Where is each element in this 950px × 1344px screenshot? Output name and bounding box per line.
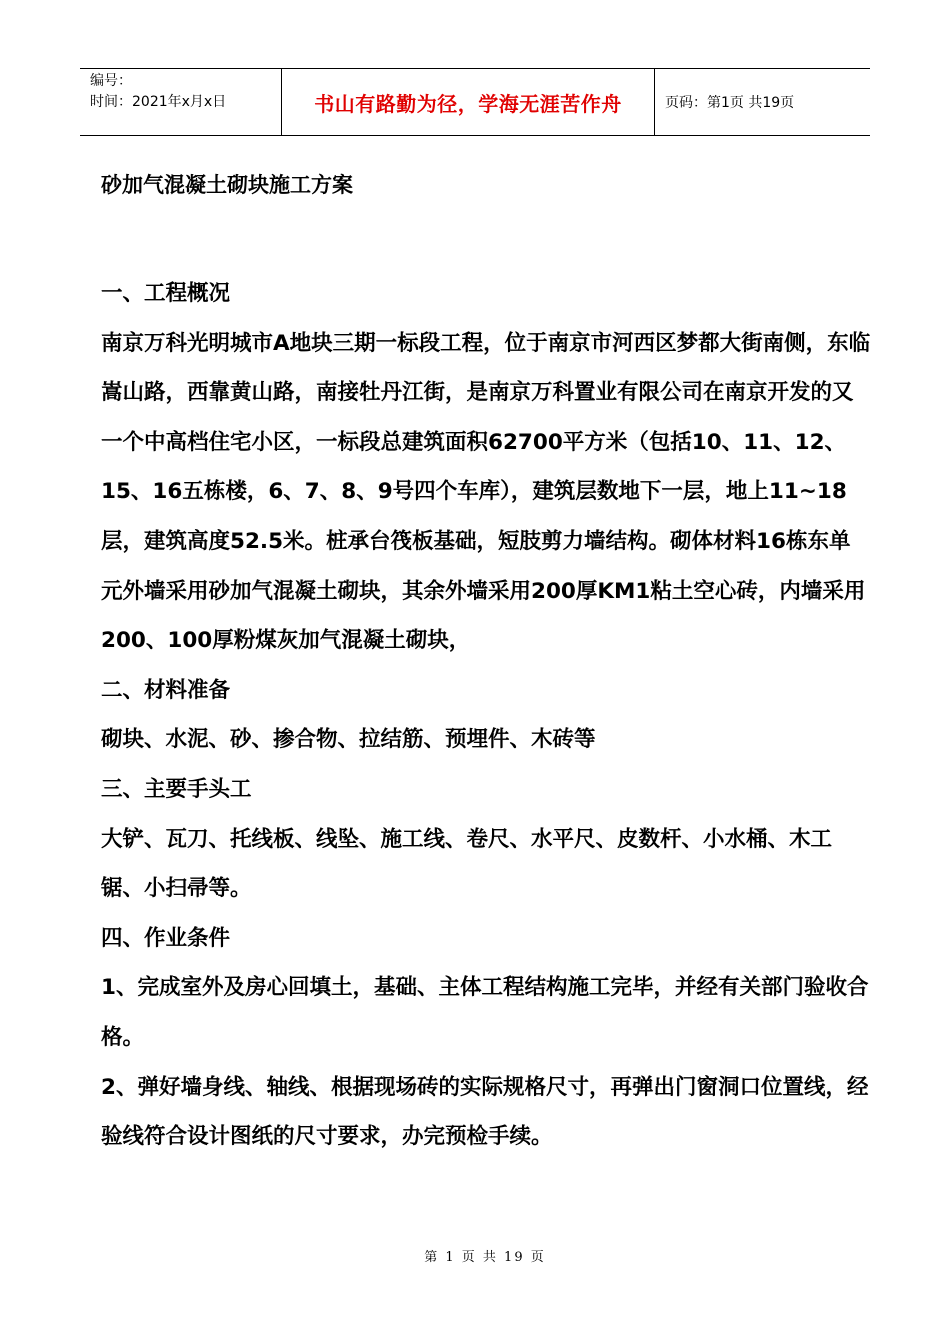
body-paragraph: 南京万科光明城市A地块三期一标段工程，位于南京市河西区梦都大街南侧，东临嵩山路，西靠黄山路，南接牡丹江街，是南京万科置业有限公司在南京开发的又一个中高档住宅小区，一标段总建筑面积62700平方米（包括10、11、12、15、16五栋楼，6、7、8、9号四个车库），建筑层数地下一层，地上11~18层，建筑高度52.5米。桩承台筏板基础，短肢剪力墙结构。砌体材料16栋东单元外墙采用砂加气混凝土砌块，其余外墙采用200厚KM1粘土空心砖，内墙采用200、100厚粉煤灰加气混凝土砌块， <box>101 330 871 654</box>
body-paragraph: 大铲、瓦刀、托线板、线坠、施工线、卷尺、水平尺、皮数杆、小水桶、木工锯、小扫帚等。 <box>101 826 833 902</box>
body-paragraph: 砌块、水泥、砂、掺合物、拉结筋、预埋件、木砖等 <box>101 727 596 753</box>
page-footer: 第 1 页 共 19 页 <box>424 1250 546 1265</box>
page-info: 页码：第1页 共19页 <box>665 95 795 111</box>
body-paragraph: 1、完成室外及房心回填土，基础、主体工程结构施工完毕，并经有关部门验收合格。 <box>101 975 869 1050</box>
header-motto-cell <box>282 69 655 135</box>
section-heading: 四、作业条件 <box>101 925 231 951</box>
page-header <box>80 68 870 136</box>
header-page-cell <box>655 69 870 135</box>
document-title: 砂加气混凝土砌块施工方案 <box>101 173 353 197</box>
header-meta-cell <box>80 69 282 135</box>
section-heading: 一、工程概况 <box>101 281 231 306</box>
number-label: 编号： <box>90 73 132 89</box>
date-label: 时间：2021年x月x日 <box>90 94 227 110</box>
motto-text: 书山有路勤为径，学海无涯苦作舟 <box>314 91 622 116</box>
section-heading: 三、主要手头工 <box>101 776 252 802</box>
body-paragraph: 2、弹好墙身线、轴线、根据现场砖的实际规格尺寸，再弹出门窗洞口位置线，经验线符合设计图纸的尺寸要求，办完预检手续。 <box>101 1074 869 1150</box>
section-heading: 二、材料准备 <box>101 677 231 703</box>
document-body <box>101 269 871 1162</box>
